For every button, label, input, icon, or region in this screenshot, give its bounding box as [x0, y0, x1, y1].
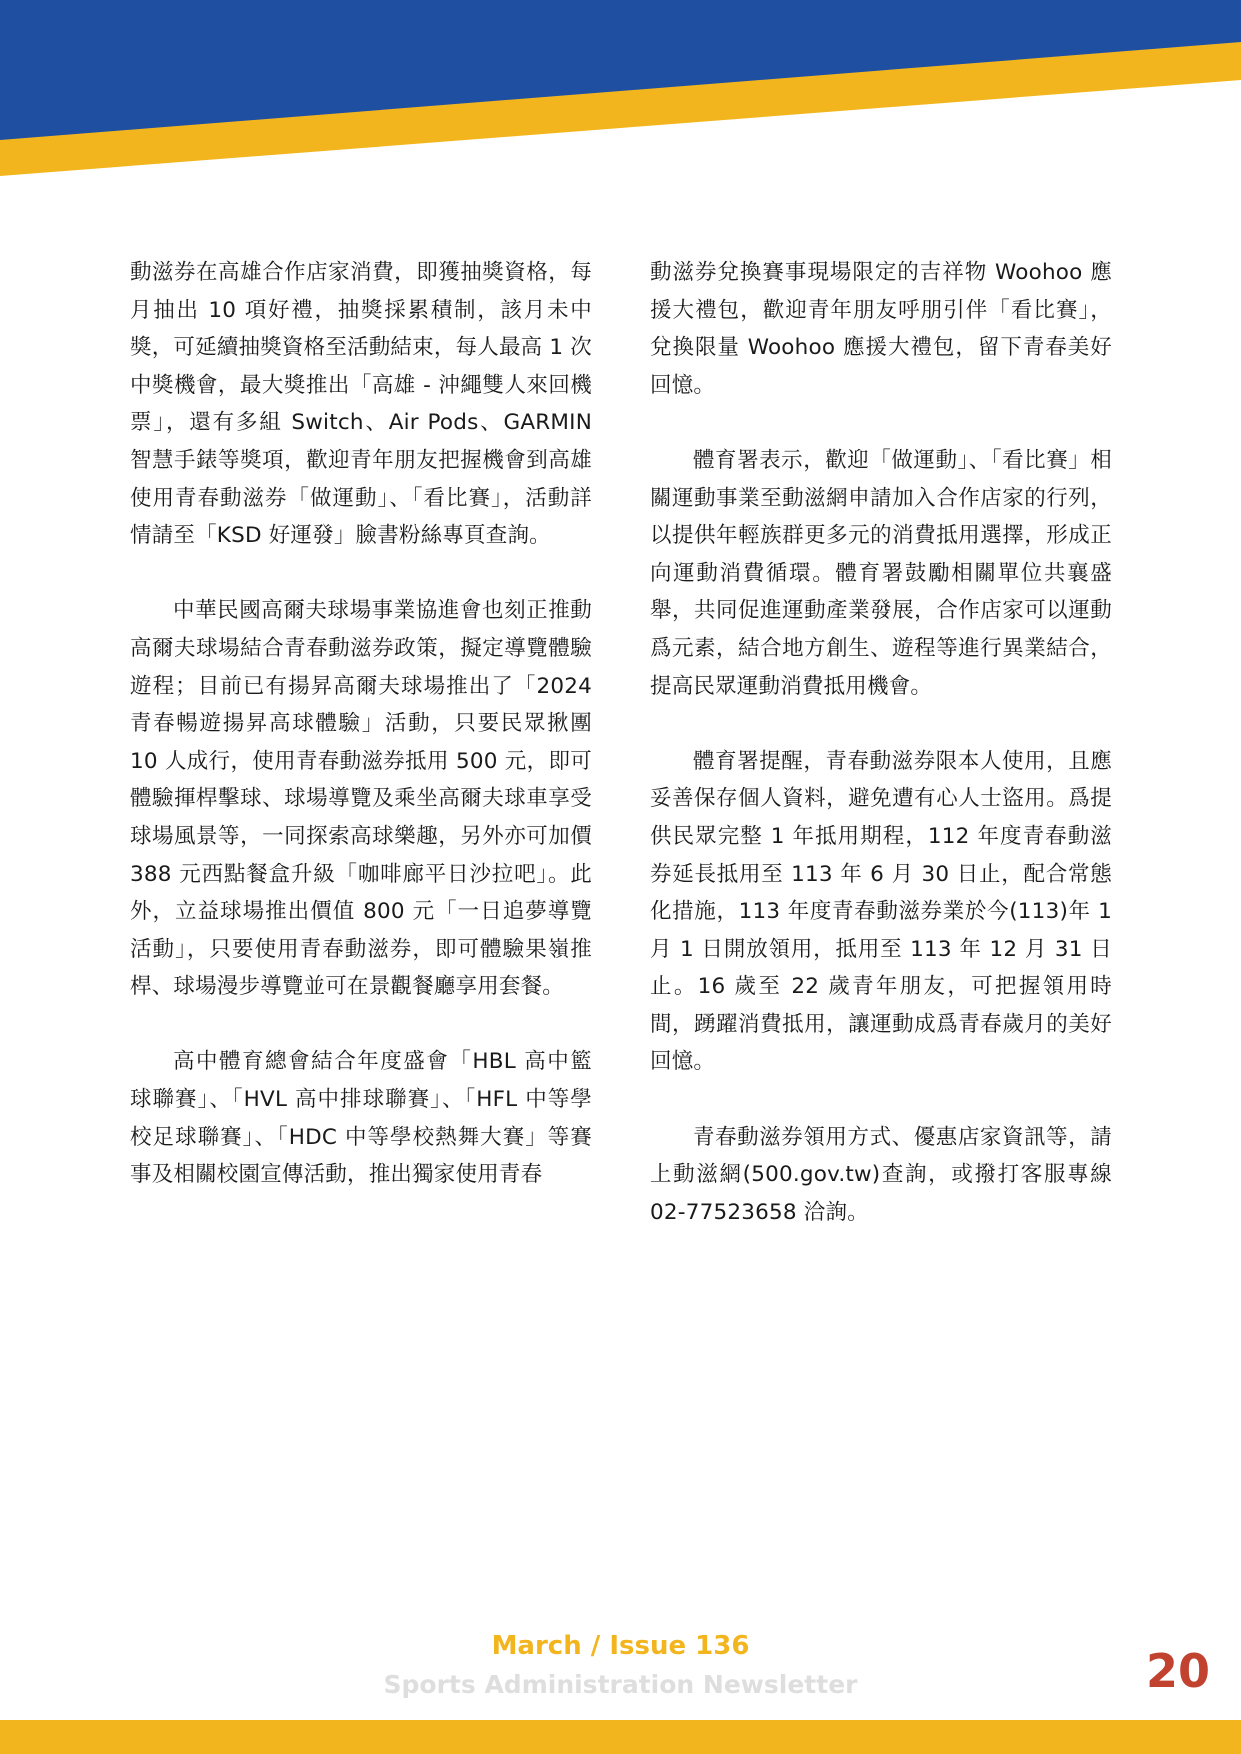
article-paragraph: 中華民國高爾夫球場事業協進會也刻正推動高爾夫球場結合青春動滋券政策，擬定導覽體驗遊程；目前已有揚昇高爾夫球場推出了「2024 青春暢遊揚昇高球體驗」活動，只要民眾揪團 10 人成行，使用青春動滋券抵用 500 元，即可體驗揮桿擊球、球場導覽及乘坐高爾夫球車享受球場風景等，一同探索高球樂趣，另外亦可加價 388 元西點餐盒升級「咖啡廊平日沙拉吧」。此外，立益球場推出價值 800 元「一日追夢導覽活動」，只要使用青春動滋券，即可體驗果嶺推桿、球場漫步導覽並可在景觀餐廳享用套餐。 — [130, 598, 592, 1000]
footer-publication-name: Sports Administration Newsletter — [383, 1670, 858, 1699]
article-paragraph: 動滋券兌換賽事現場限定的吉祥物 Woohoo 應援大禮包，歡迎青年朋友呼朋引伴「看比賽」，兌換限量 Woohoo 應援大禮包，留下青春美好回憶。 — [650, 260, 1112, 398]
article-paragraph: 青春動滋券領用方式、優惠店家資訊等，請上動滋網(500.gov.tw)查詢，或撥打客服專線 02-77523658 洽詢。 — [650, 1124, 1112, 1225]
article-paragraph: 動滋券在高雄合作店家消費，即獲抽獎資格，每月抽出 10 項好禮，抽獎採累積制，該月未中獎，可延續抽獎資格至活動結束，每人最高 1 次中獎機會，最大獎推出「高雄 - 沖繩雙人來回機票」，還有多組 Switch、Air Pods、GARMIN 智慧手錶等獎項，歡迎青年朋友把握機會到高雄使用青春動滋券「做運動」、「看比賽」，活動詳情請至「KSD 好運發」臉書粉絲專頁查詢。 — [130, 260, 592, 549]
article-paragraph: 體育署提醒，青春動滋券限本人使用，且應妥善保存個人資料，避免遭有心人士盜用。爲提供民眾完整 1 年抵用期程，112 年度青春動滋券延長抵用至 113 年 6 月 30 日止，配合常態化措施，113 年度青春動滋券業於今(113)年 1 月 1 日開放領用，抵用至 113 年 12 月 31 日止。16 歲至 22 歲青年朋友，可把握領用時間，踴躍消費抵用，讓運動成爲青春歲月的美好回憶。 — [650, 748, 1112, 1075]
header-decorative-band — [0, 0, 1241, 180]
page-number: 20 — [1145, 1644, 1210, 1698]
footer-issue-label: March / Issue 136 — [491, 1631, 750, 1661]
article-left-column — [130, 254, 592, 1231]
article-paragraph: 高中體育總會結合年度盛會「HBL 高中籃球聯賽」、「HVL 高中排球聯賽」、「HFL 中等學校足球聯賽」、「HDC 中等學校熱舞大賽」等賽事及相關校園宣傳活動，推出獨家使用青春 — [130, 1049, 592, 1188]
article-paragraph: 體育署表示，歡迎「做運動」、「看比賽」相關運動事業至動滋網申請加入合作店家的行列，以提供年輕族群更多元的消費抵用選擇，形成正向運動消費循環。體育署鼓勵相關單位共襄盛舉，共同促進運動產業發展，合作店家可以運動爲元素，結合地方創生、遊程等進行異業結合，提高民眾運動消費抵用機會。 — [650, 447, 1112, 699]
article-right-column — [650, 254, 1112, 1269]
footer-yellow-bar — [0, 1720, 1241, 1754]
